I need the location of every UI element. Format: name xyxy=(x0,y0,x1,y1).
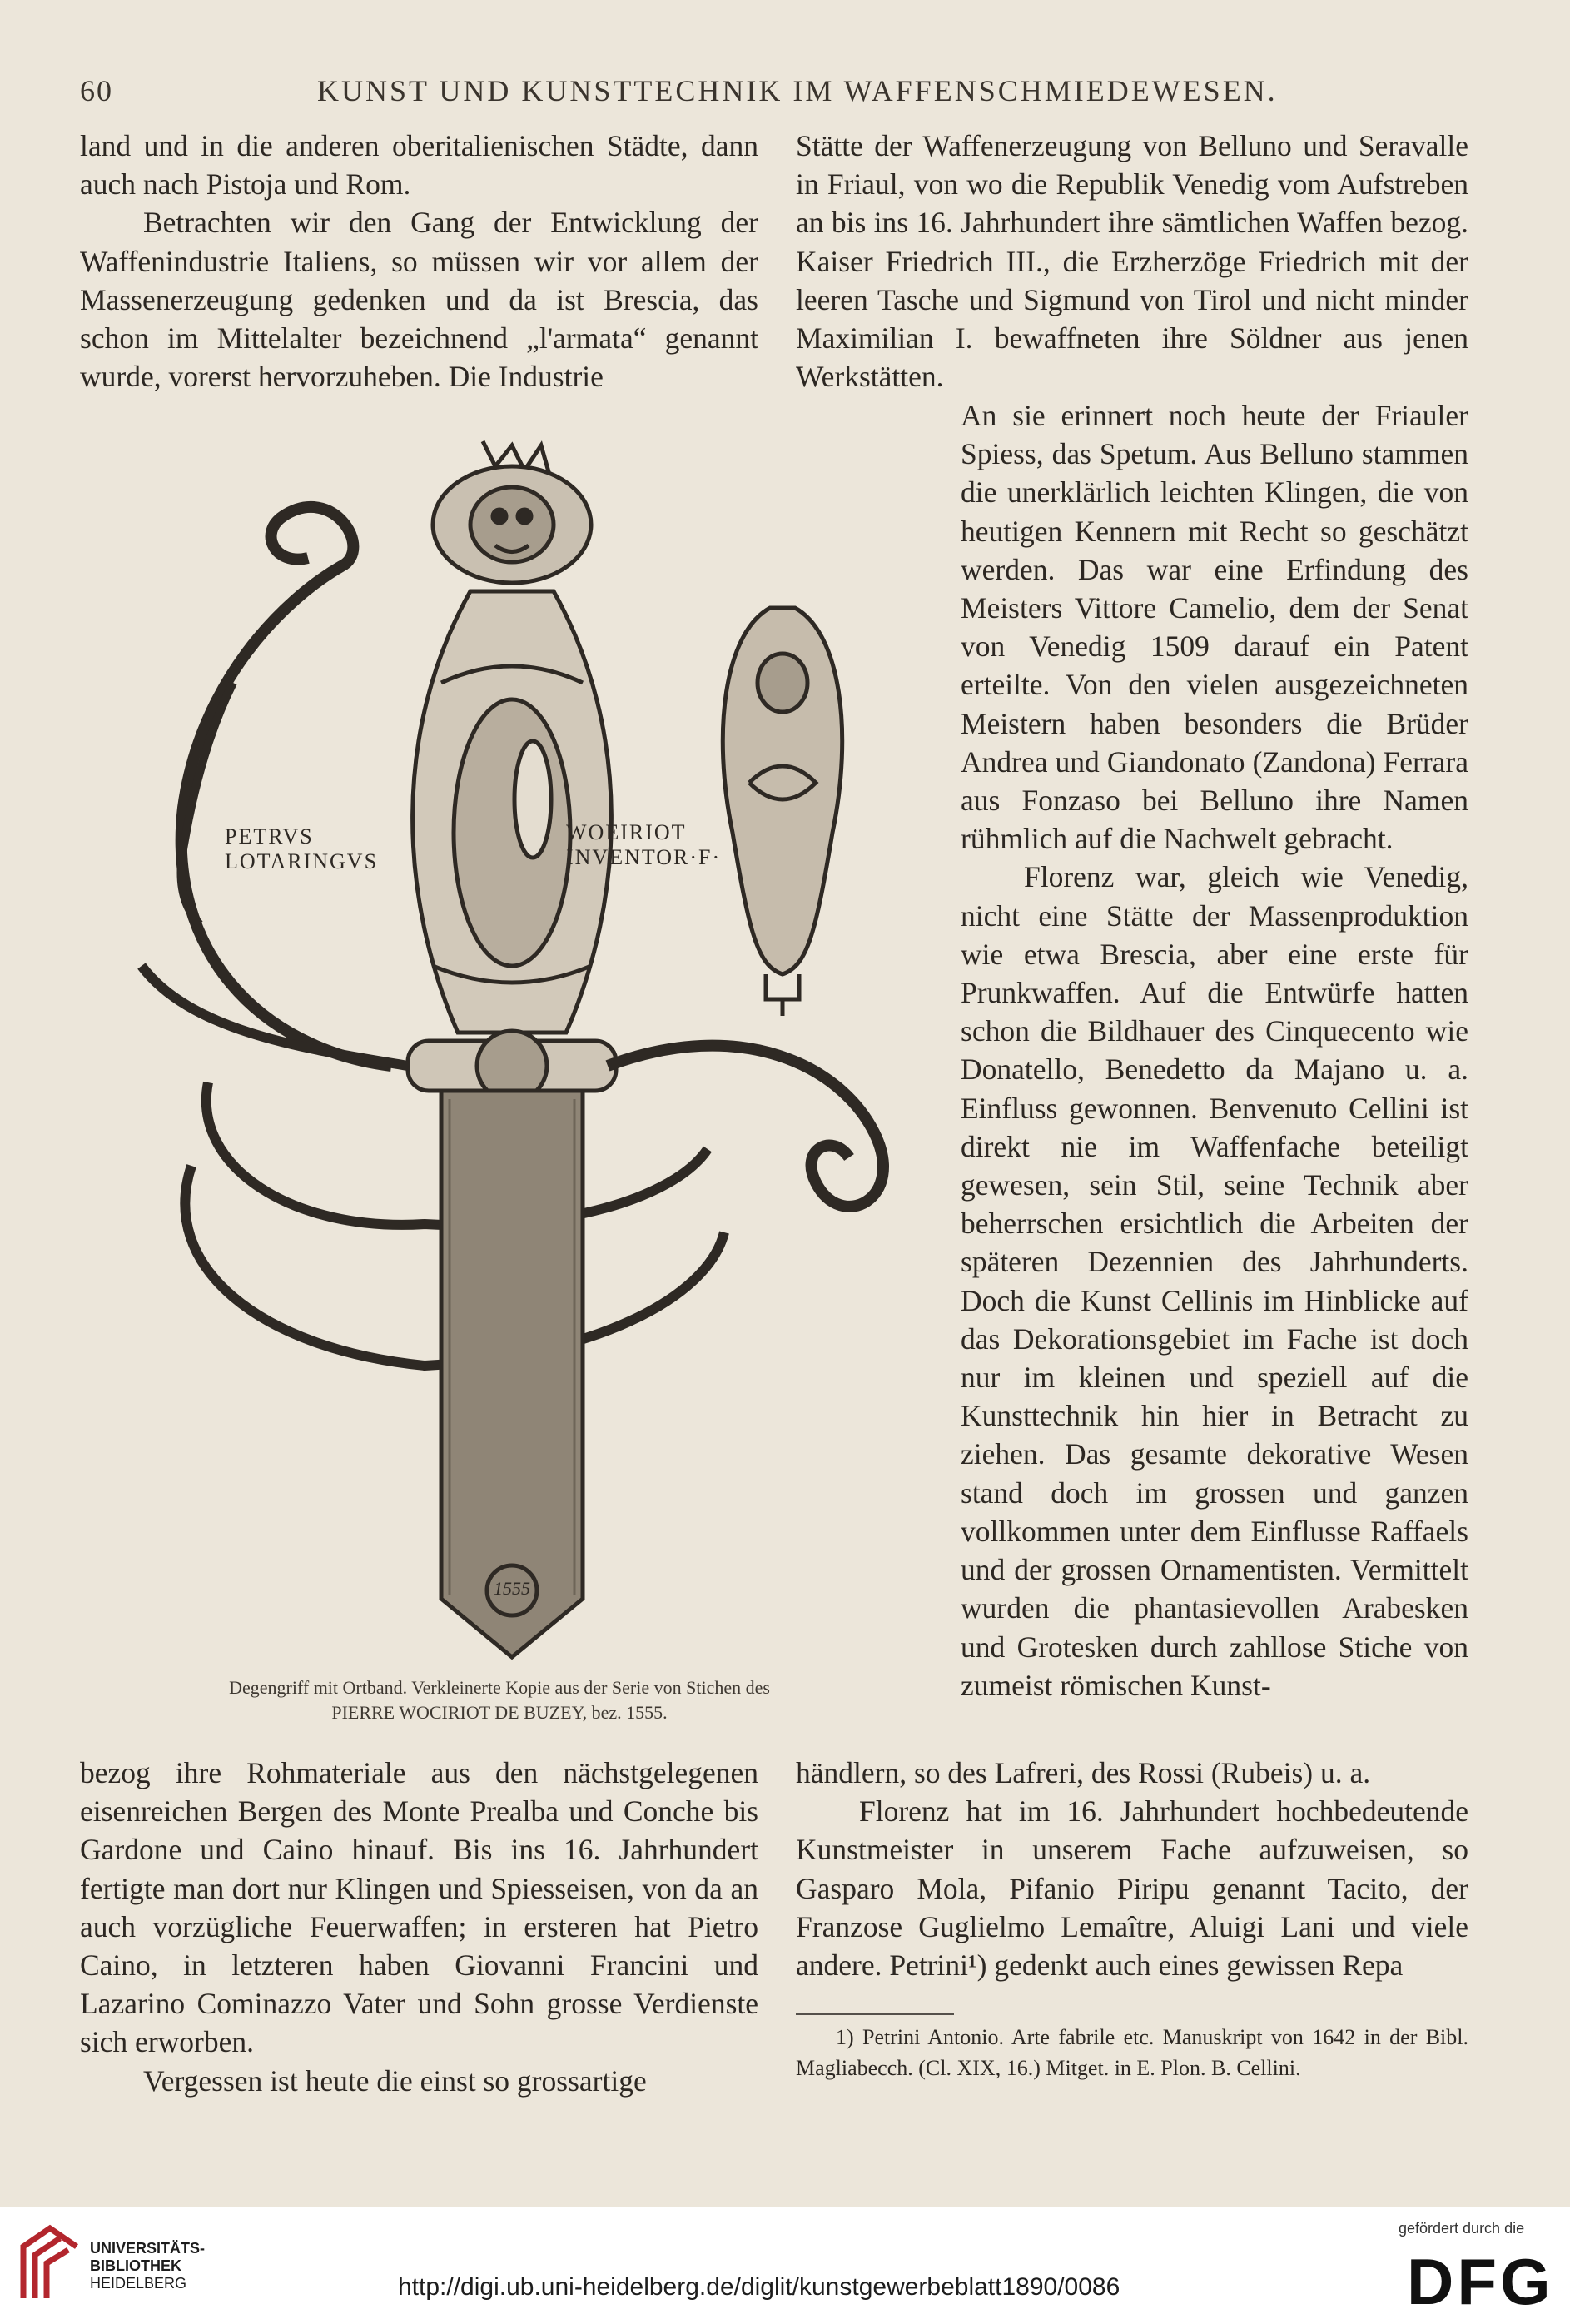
sword-hilt-engraving xyxy=(92,433,957,1665)
dfg-logo: DFG xyxy=(1407,2245,1554,2318)
paragraph: land und in die anderen oberitalienischen Städte, dann auch nach Pistoja und Rom. xyxy=(80,129,758,202)
running-header xyxy=(80,73,1488,113)
running-title: KUNST UND KUNSTTECHNIK IM WAFFENSCHMIEDEWESEN. xyxy=(317,74,1278,107)
page-number: 60 xyxy=(80,74,113,107)
footnote-rule xyxy=(796,2013,954,2015)
library-name: UNIVERSITÄTS- BIBLIOTHEK HEIDELBERG xyxy=(90,2240,206,2292)
footnote: 1) Petrini Antonio. Arte fabrile etc. Manuskript von 1642 in der Bibl. Magliabecch. (Cl. XIX, 16.) Mitget. in E. Plon. B. Cellini. xyxy=(796,2025,1468,2080)
paragraph: Vergessen ist heute die einst so grossartige xyxy=(143,2063,647,2098)
figure-caption: Degengriff mit Ortband. Verkleinerte Kopie aus der Serie von Stichen des PIERRE WOCIRIOT DE BUZEY, bez. 1555. xyxy=(229,1677,770,1723)
university-library-logo-icon xyxy=(17,2222,83,2307)
funding-caption: gefördert durch die xyxy=(1399,2220,1525,2237)
source-url-link[interactable]: http://digi.ub.uni-heidelberg.de/diglit/kunstgewerbeblatt1890/0086 xyxy=(398,2273,1120,2301)
right-column-beside-figure xyxy=(961,396,1468,1704)
digitization-footer xyxy=(0,2207,1570,2324)
paragraph: An sie erinnert noch heute der Friauler Spiess, das Spetum. Aus Belluno stammen die unerklärlich leichten Klingen, die von heutigen Kennern mit Recht so geschätzt werden. Das war eine Erfindung des Meisters Vittore Camelio, dem der Senat von Venedig 1509 darauf ein Patent erteilte. Von den vielen ausgezeichneten Meistern haben besonders die Brüder Andrea und Giandonato (Zandona) Ferrara aus Fonzaso bei Belluno ihre Namen rühmlich auf die Nachwelt gebracht. xyxy=(961,399,1468,856)
left-column-bottom xyxy=(80,1754,758,2100)
left-column-top xyxy=(80,127,758,396)
paragraph: bezog ihre Rohmateriale aus den nächstgelegenen eisenreichen Bergen des Monte Prealba und Conche bis Gardone und Caino hinauf. Bis ins 16. Jahrhundert fertigte man dort nur Klingen und Spiesseisen, von da an auch vorzügliche Feuerwaffen; in ersteren hat Pietro Caino, in letzteren haben Giovanni Francini und Lazarino Cominazzo Vater und Sohn grosse Verdienste sich erworben. xyxy=(80,1756,758,2059)
engraving-signature-left: PETRVS LOTARINGVS xyxy=(225,824,379,873)
right-column-top xyxy=(796,127,1468,396)
engraving-signature-right: WOEIRIOT INVENTOR·F· xyxy=(566,820,722,869)
paragraph: Betrachten wir den Gang der Entwicklung der Waffenindustrie Italiens, so müssen wir vor allem der Massenerzeugung gedenken und da ist Brescia, das schon im Mittelalter bezeichnend „l'armata“ genannt wurde, vorerst hervorzuheben. Die Industrie xyxy=(80,206,758,394)
paragraph: händlern, so des Lafreri, des Rossi (Rubeis) u. a. xyxy=(796,1756,1371,1789)
engraving-date: 1555 xyxy=(494,1578,530,1599)
paragraph: Stätte der Waffenerzeugung von Belluno und Seravalle in Friaul, von wo die Republik Venedig vom Aufstreben an bis ins 16. Jahrhundert ihre sämtlichen Waffen bezog. Kaiser Friedrich III., die Erzherzöge Friedrich mit der leeren Tasche und Sigmund von Tirol und nicht minder Maximilian I. bewaffneten ihre Söldner aus jenen Werkstätten. xyxy=(796,129,1468,394)
paragraph: Florenz hat im 16. Jahrhundert hochbedeutende Kunstmeister in unserem Fache aufzuweisen, so Gasparo Mola, Pifanio Piripu genannt Tacito, der Franzose Guglielmo Lemaître, Aluigi Lani und viele andere. Petrini¹) gedenkt auch eines gewissen Repa xyxy=(796,1794,1468,1983)
paragraph: Florenz war, gleich wie Venedig, nicht eine Stätte der Massenproduktion wie etwa Brescia, aber eine erste für Prunkwaffen. Auf die Entwürfe hatten schon die Bildhauer des Cinquecento wie Donatello, Benedetto da Majano u. a. Einfluss gewonnen. Benvenuto Cellini ist direkt nie im Waffenfache beteiligt gewesen, sein Stil, seine Technik aber beherrschen ersichtlich die Arbeiten der späteren Dezennien des Jahrhunderts. Doch die Kunst Cellinis im Hinblicke auf das Dekorationsgebiet im Fache ist doch nur im kleinen und speziell auf die Kunsttechnik hin hier in Betracht zu ziehen. Das gesamte dekorative Wesen stand doch im grossen und ganzen vollkommen unter dem Einflusse Raffaels und der grossen Ornamentisten. Vermittelt wurden die phantasievollen Arabesken und Grotesken durch zahllose Stiche von zumeist römischen Kunst- xyxy=(961,860,1468,1702)
right-column-bottom xyxy=(796,1754,1468,1984)
